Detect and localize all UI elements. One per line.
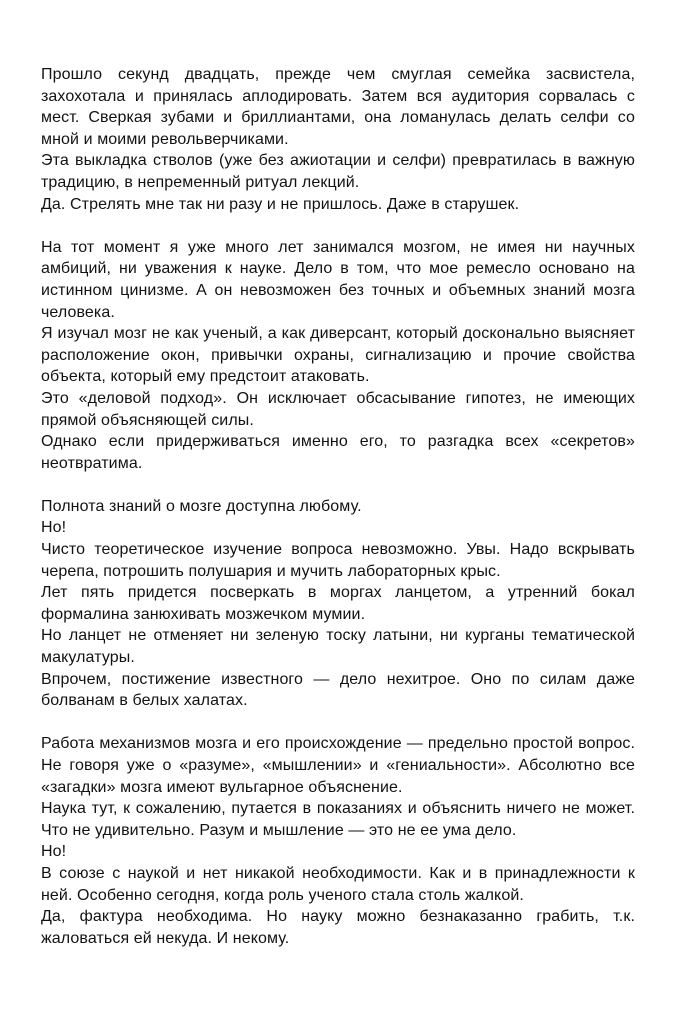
paragraph: Чисто теоретическое изучение вопроса невозможно. Увы. Надо вскрывать черепа, потрошить полушария и мучить лабораторных крыс. <box>41 541 635 580</box>
paragraph: Прошло секунд двадцать, прежде чем смуглая семейка засвистела, захохотала и принялась аплодировать. Затем вся аудитория сорвалась с мест. Сверкая зубами и бриллиантами, она ломанулась делать селфи со мной и моими револьверчиками. <box>41 66 635 148</box>
paragraph: Полнота знаний о мозге доступна любому. <box>41 497 362 515</box>
text-section <box>41 733 635 949</box>
paragraph: Да. Стрелять мне так ни разу и не пришлось. Даже в старушек. <box>41 195 520 213</box>
paragraph: На тот момент я уже много лет занимался мозгом, не имея ни научных амбиций, ни уважения к науке. Дело в том, что мое ремесло основано на истинном цинизме. А он невозможен без точных и объемных знаний мозга человека. <box>41 238 635 321</box>
paragraph: Но ланцет не отменяет ни зеленую тоску латыни, ни курганы тематической макулатуры. <box>41 627 635 667</box>
paragraph: Наука тут, к сожалению, путается в показаниях и объяснить ничего не может. Что не удивительно. Разум и мышление — это не ее ума дело. <box>41 800 635 839</box>
paragraph: Да, фактура необходима. Но науку можно безнаказанно грабить, т.к. жаловаться ей некуда. И некому. <box>41 908 635 947</box>
text-section <box>41 237 635 475</box>
paragraph: Но! <box>41 519 67 537</box>
paragraph: Я изучал мозг не как ученый, а как диверсант, который досконально выясняет расположение окон, привычки охраны, сигнализацию и прочие свойства объекта, который ему предстоит атаковать. <box>41 325 635 386</box>
paragraph: Впрочем, постижение известного — дело нехитрое. Оно по силам даже болванам в белых халатах. <box>41 670 635 710</box>
text-section <box>41 496 635 712</box>
paragraph: Однако если придерживаться именно его, то разгадка всех «секретов» неотвратима. <box>41 433 635 472</box>
paragraph: В союзе с наукой и нет никакой необходимости. Как и в принадлежности к ней. Особенно сегодня, когда роль ученого стала столь жалкой. <box>41 864 635 904</box>
paragraph: Работа механизмов мозга и его происхождение — предельно простой вопрос. Не говоря уже о «разуме», «мышлении» и «гениальности». Абсолютно все «загадки» мозга имеют вульгарное объяснение. <box>41 735 635 796</box>
text-section <box>41 64 635 215</box>
paragraph: Это «деловой подход». Он исключает обсасывание гипотез, не имеющих прямой объясняющей силы. <box>41 389 635 429</box>
paragraph: Эта выкладка стволов (уже без ажиотации и селфи) превратилась в важную традицию, в непременный ритуал лекций. <box>41 152 635 191</box>
paragraph: Лет пять придется посверкать в моргах ланцетом, а утренний бокал формалина занюхивать мозжечком мумии. <box>41 584 635 623</box>
paragraph: Но! <box>41 843 67 861</box>
